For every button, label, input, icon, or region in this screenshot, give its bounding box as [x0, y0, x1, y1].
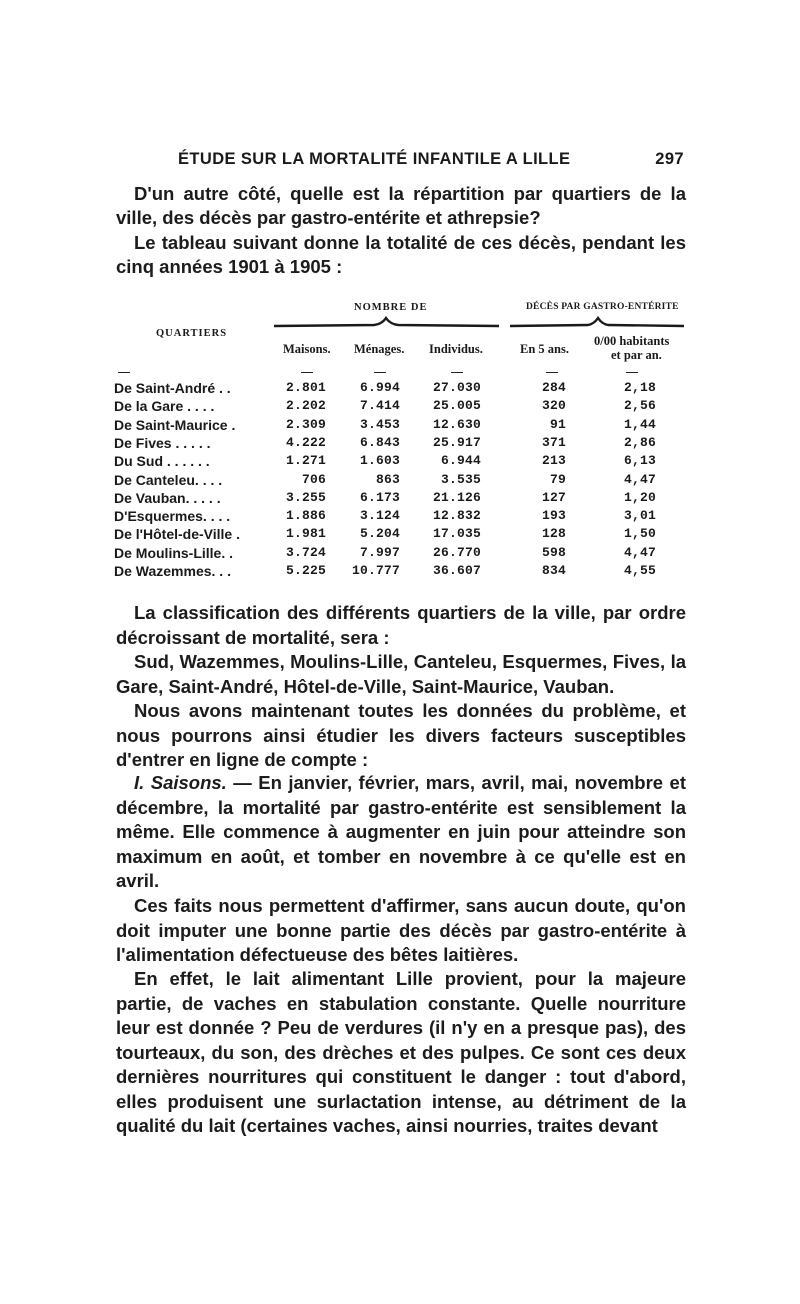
table-row: [116, 490, 686, 507]
cell-q: De Fives . . . . .: [114, 434, 211, 451]
cell-individus: 36.607: [432, 563, 481, 578]
cell-individus: 26.770: [432, 544, 481, 560]
paragraph: Le tableau suivant donne la totalité de ces décès, pendant les cinq années 1901 à 1905 :: [116, 232, 686, 278]
table-row: [116, 453, 686, 470]
cell-en5: 91: [549, 416, 566, 432]
cell-q: De la Gare . . . .: [114, 398, 215, 415]
cell-menages: 863: [375, 471, 400, 487]
table-row: [116, 472, 686, 489]
cell-maisons: 3.255: [285, 489, 326, 505]
paragraph: Ces faits nous permettent d'affirmer, sans aucun doute, qu'on doit imputer une bonne partie des décès par gastro-entérite à l'alimentation défectueuse des bêtes laitières.: [116, 895, 686, 965]
cell-taux: 1,50: [623, 526, 656, 542]
cell-en5: 320: [541, 398, 566, 414]
paragraph-saisons: [116, 771, 686, 894]
cell-maisons: 706: [301, 471, 326, 487]
cell-taux: 2,86: [623, 434, 656, 450]
cell-maisons: 2.801: [285, 380, 326, 395]
cell-en5: 79: [549, 471, 566, 487]
header-rule: [301, 372, 313, 373]
cell-taux: 2,18: [623, 380, 656, 395]
mortality-table: [116, 300, 686, 590]
cell-maisons: 5.225: [285, 563, 326, 578]
column-header-en-5-ans: En 5 ans.: [520, 342, 569, 356]
cell-en5: 193: [541, 508, 566, 524]
cell-maisons: 2.309: [285, 416, 326, 432]
cell-q: De Saint-André . .: [114, 380, 231, 396]
cell-individus: 6.944: [440, 453, 481, 469]
cell-individus: 12.832: [432, 508, 481, 524]
running-title: ÉTUDE SUR LA MORTALITÉ INFANTILE A LILLE: [178, 150, 571, 168]
cell-maisons: 2.202: [285, 398, 326, 414]
header-rule: [546, 372, 558, 373]
cell-menages: 6.843: [359, 434, 400, 450]
cell-maisons: 1.271: [285, 453, 326, 469]
table-row: [116, 435, 686, 452]
cell-maisons: 1.886: [285, 508, 326, 524]
cell-menages: 6.994: [359, 380, 400, 395]
cell-maisons: 1.981: [285, 526, 326, 542]
cell-taux: 1,20: [623, 489, 656, 505]
table-row: [116, 417, 686, 434]
header-rule: [451, 372, 463, 373]
page-number: 297: [655, 150, 684, 168]
table-row: [116, 526, 686, 543]
cell-menages: 3.124: [359, 508, 400, 524]
cell-menages: 1.603: [359, 453, 400, 469]
cell-en5: 128: [541, 526, 566, 542]
cell-menages: 10.777: [351, 563, 400, 578]
section-title: I. Saisons.: [134, 772, 227, 793]
cell-q: De Moulins-Lille. .: [114, 544, 234, 561]
cell-en5: 213: [541, 453, 566, 469]
cell-individus: 21.126: [432, 489, 481, 505]
cell-en5: 834: [541, 563, 566, 578]
table-row: [116, 380, 686, 397]
paragraph: D'un autre côté, quelle est la répartition par quartiers de la ville, des décès par gastro-entérite et athrepsie?: [116, 183, 686, 229]
brace-deces: [510, 316, 684, 330]
cell-menages: 5.204: [359, 526, 400, 542]
header-rule: [374, 372, 386, 373]
column-header-individus: Individus.: [429, 342, 483, 356]
section-text: — En janvier, février, mars, avril, mai, novembre et décembre, la mortalité par gastro-entérite est sensiblement la même. Elle commence à augmenter en juin pour atteindre son maximum en août, et tomber en novembre à ce qu'elle est en avril.: [116, 772, 686, 891]
cell-q: De Canteleu. . . .: [114, 471, 223, 488]
header-rule: [626, 372, 638, 373]
column-header-par-an: et par an.: [611, 348, 662, 362]
cell-en5: 127: [541, 489, 566, 505]
cell-individus: 3.535: [440, 471, 481, 487]
paragraph: La classification des différents quartiers de la ville, par ordre décroissant de mortalité, sera :: [116, 602, 686, 648]
cell-taux: 4,47: [623, 471, 656, 487]
group-header-deces: DÉCÈS PAR GASTRO-ENTÉRITE: [526, 302, 679, 312]
cell-q: Du Sud . . . . . .: [114, 453, 210, 470]
table-row: [116, 545, 686, 562]
column-header-maisons: Maisons.: [283, 342, 331, 356]
cell-taux: 4,55: [623, 563, 656, 578]
cell-individus: 25.917: [432, 434, 481, 450]
cell-individus: 25.005: [432, 398, 481, 414]
group-header-nombre: NOMBRE DE: [354, 302, 428, 313]
cell-en5: 598: [541, 544, 566, 560]
cell-menages: 3.453: [359, 416, 400, 432]
cell-taux: 2,56: [623, 398, 656, 414]
cell-menages: 6.173: [359, 489, 400, 505]
cell-q: D'Esquermes. . . .: [114, 508, 231, 525]
cell-individus: 17.035: [432, 526, 481, 542]
cell-en5: 371: [541, 434, 566, 450]
brace-nombre: [274, 316, 499, 330]
column-header-quartiers: QUARTIERS: [156, 328, 228, 339]
column-header-habitants: 0/00 habitants: [594, 334, 670, 348]
paragraph: Sud, Wazemmes, Moulins-Lille, Canteleu, Esquermes, Fives, la Gare, Saint-André, Hôtel-de-Ville, Saint-Maurice, Vauban.: [116, 651, 686, 697]
cell-menages: 7.997: [359, 544, 400, 560]
paragraph: Nous avons maintenant toutes les données du problème, et nous pourrons ainsi étudier les divers facteurs susceptibles d'entrer en ligne de compte :: [116, 700, 686, 770]
cell-taux: 3,01: [623, 508, 656, 524]
cell-q: De l'Hôtel-de-Ville .: [114, 526, 240, 543]
header-rule: [118, 372, 130, 373]
cell-individus: 27.030: [432, 380, 481, 395]
table-row: [116, 508, 686, 525]
paragraph: En effet, le lait alimentant Lille provient, pour la majeure partie, de vaches en stabulation constante. Quelle nourriture leur est donnée ? Peu de verdures (il n'y en a presque pas), des tourteaux, du son, des drèches et des pulpes. Ce sont ces deux dernières nourritures qui constituent le danger : tout d'abord, elles produisent une surlactation intense, au détriment de la qualité du lait (certaines vaches, ainsi nourries, traites devant: [116, 968, 686, 1136]
cell-menages: 7.414: [359, 398, 400, 414]
cell-taux: 4,47: [623, 544, 656, 560]
cell-taux: 1,44: [623, 416, 656, 432]
cell-maisons: 4.222: [285, 434, 326, 450]
cell-q: De Wazemmes. . .: [114, 563, 231, 579]
column-header-menages: Ménages.: [354, 342, 405, 356]
cell-q: De Vauban. . . . .: [114, 489, 221, 506]
cell-q: De Saint-Maurice .: [114, 416, 236, 433]
table-row: [116, 398, 686, 415]
table-row: [116, 563, 686, 580]
cell-maisons: 3.724: [285, 544, 326, 560]
cell-en5: 284: [541, 380, 566, 395]
cell-taux: 6,13: [623, 453, 656, 469]
cell-individus: 12.630: [432, 416, 481, 432]
